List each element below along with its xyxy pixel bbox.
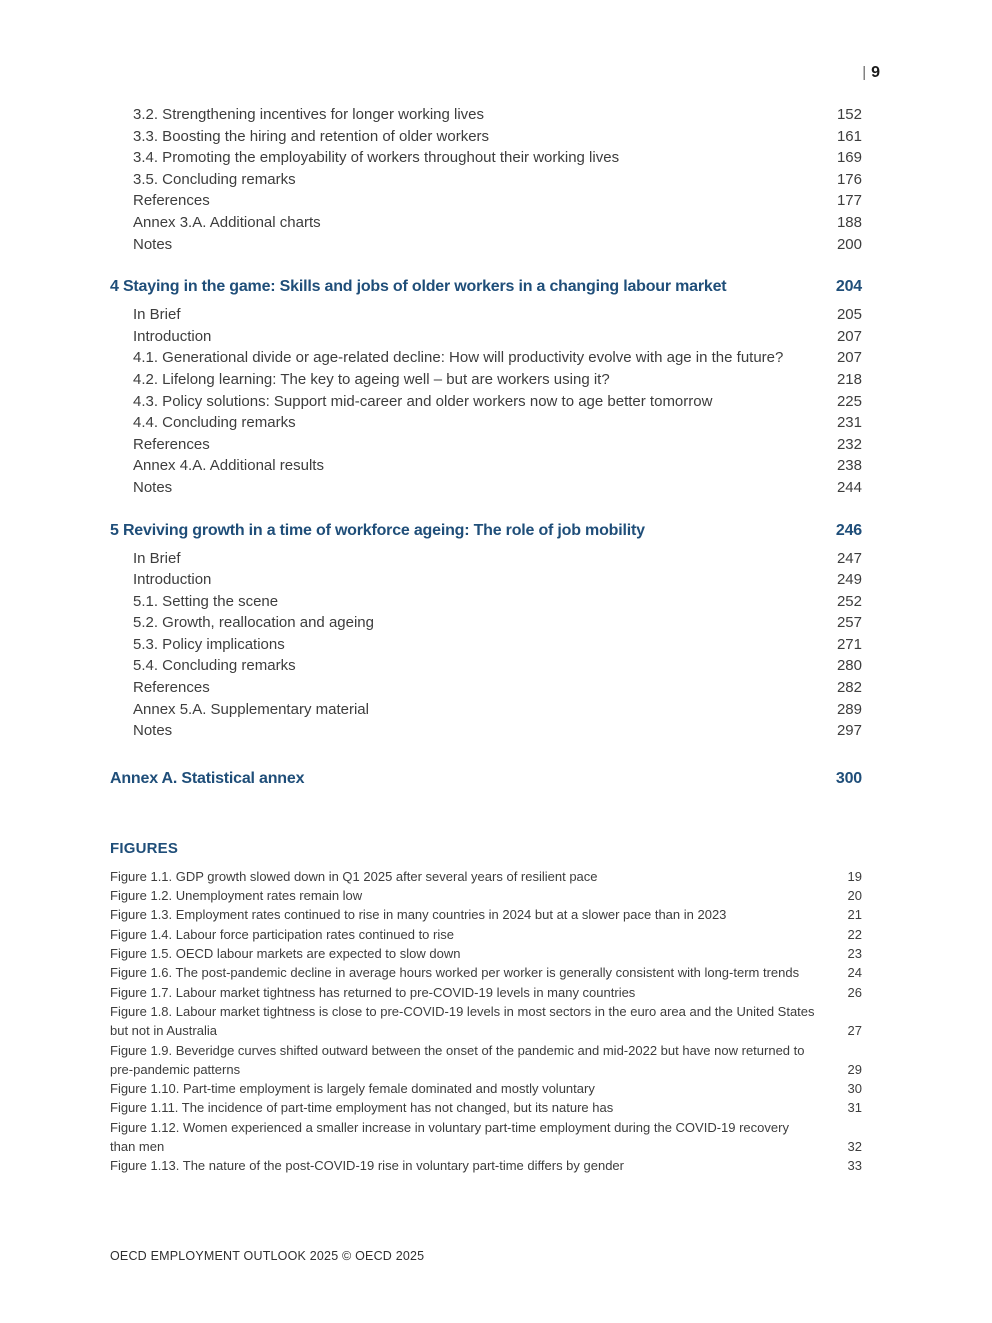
table-of-contents [110,104,862,742]
toc-entry[interactable] [110,434,862,456]
toc-entry-page-number: 152 [836,106,862,123]
toc-entry[interactable] [110,591,862,613]
page-number-separator: | [862,64,867,81]
toc-entry-page-number: 188 [836,213,862,231]
toc-entry[interactable] [110,304,862,326]
toc-entry-page-number: 271 [836,635,862,653]
figure-entry-page-number: 22 [847,926,862,942]
figure-entry-label: Figure 1.10. Part-time employment is largely female dominated and mostly voluntary [110,1081,595,1097]
toc-entry[interactable] [110,391,862,413]
toc-entry-page-number: 247 [836,549,862,567]
figure-entry-page-number: 31 [847,1100,862,1116]
toc-entry-label: 5.4. Concluding remarks [133,657,296,675]
figure-entry-label: Figure 1.6. The post-pandemic decline in average hours worked per worker is generally consistent with long-term trends [110,965,800,981]
figure-entry-page-number: 27 [847,1023,862,1039]
toc-entry-label: 5.1. Setting the scene [133,592,279,610]
toc-entry-label: 3.5. Concluding remarks [133,170,296,188]
toc-entry[interactable] [110,720,862,742]
toc-entry[interactable] [110,455,862,477]
figure-entry-page-number: 21 [847,907,862,923]
figure-entry-page-number: 23 [847,946,862,962]
figure-entry[interactable] [110,867,862,886]
figure-entry[interactable] [110,886,862,905]
figure-entry[interactable] [110,1156,862,1175]
toc-entry-page-number: 289 [836,700,862,718]
figure-entry-label: Figure 1.1. GDP growth slowed down in Q1 2025 after several years of resilient pace [110,868,598,884]
figure-entry-page-number: 33 [847,1158,862,1174]
toc-entry-page-number: 249 [836,571,862,589]
toc-entry-label: Notes [133,478,173,496]
toc-entry[interactable] [110,347,862,369]
toc-entry-page-number: 232 [836,435,862,453]
toc-entry-page-number: 231 [836,414,862,432]
toc-entry[interactable] [110,548,862,570]
figure-entry-page-number: 32 [847,1139,862,1154]
toc-entry-page-number: 161 [836,127,862,145]
toc-entry-label: Introduction [133,327,212,345]
toc-entry-label: 3.3. Boosting the hiring and retention of older workers [133,127,490,145]
toc-entry-page-number: 176 [836,170,862,188]
toc-entry[interactable] [110,169,862,191]
toc-entry-label: Notes [133,722,173,740]
figure-entry-page-number: 20 [847,888,862,904]
figure-entry-page-number: 26 [847,984,862,1000]
figure-entry[interactable] [110,1079,862,1098]
toc-entry-label: 4.1. Generational divide or age-related decline: How will productivity evolve with age in the future? [133,349,784,367]
toc-entry-page-number: 218 [836,370,862,388]
figure-entry-label: Figure 1.7. Labour market tightness has returned to pre-COVID-19 levels in many countries [110,984,636,1000]
figure-entry[interactable] [110,963,862,982]
toc-entry-page-number: 177 [836,192,862,210]
toc-entry-label: 5.3. Policy implications [133,635,285,653]
toc-entry[interactable] [110,326,862,348]
toc-entry-page-number: 280 [836,657,862,675]
toc-entry[interactable] [110,677,862,699]
figure-entry-label: Figure 1.9. Beveridge curves shifted outward between the onset of the pandemic and mid-2022 but have now returned to pre-pandemic patterns [110,1042,805,1077]
annex-heading[interactable] [110,768,862,790]
toc-entry-label: Notes [133,235,173,253]
annex-heading-page-number: 300 [835,769,862,787]
chapter-heading-label: 5 Reviving growth in a time of workforce ageing: The role of job mobility [110,521,645,539]
toc-entry[interactable] [110,104,862,126]
toc-entry-page-number: 252 [836,592,862,610]
toc-entry[interactable] [110,212,862,234]
toc-entry-page-number: 169 [836,149,862,167]
chapter-heading-page-number: 246 [835,521,862,539]
toc-entry-label: Annex 3.A. Additional charts [133,213,321,231]
toc-entry[interactable] [110,699,862,721]
toc-entry[interactable] [110,655,862,677]
toc-entry-label: Annex 4.A. Additional results [133,457,324,475]
figure-entry[interactable] [110,983,862,1002]
figure-entry[interactable] [110,944,862,963]
toc-entry-label: References [133,435,210,453]
figure-entry[interactable] [110,1002,862,1041]
page-header [862,64,880,82]
figure-entry-label: Figure 1.8. Labour market tightness is close to pre-COVID-19 levels in most sectors in the euro area and the United States but not in Australia [110,1003,815,1039]
toc-entry[interactable] [110,126,862,148]
toc-entry[interactable] [110,634,862,656]
figure-entry-label: Figure 1.13. The nature of the post-COVID-19 rise in voluntary part-time differs by gender [110,1158,624,1174]
toc-entry-label: References [133,679,210,697]
page-number: 9 [871,64,880,81]
figure-entry-page-number: 29 [847,1061,862,1077]
toc-entry-label: In Brief [133,549,181,567]
figure-entry[interactable] [110,1041,862,1080]
toc-entry-label: 3.2. Strengthening incentives for longer working lives [133,106,485,123]
toc-entry[interactable] [110,369,862,391]
toc-entry-page-number: 207 [836,349,862,367]
chapter-heading[interactable] [110,276,862,298]
figure-entry-label: Figure 1.11. The incidence of part-time employment has not changed, but its nature has [110,1100,614,1116]
figure-entry-label: Figure 1.4. Labour force participation rates continued to rise [110,926,454,942]
figure-entry-page-number: 24 [847,965,862,981]
toc-entry[interactable] [110,612,862,634]
toc-entry-page-number: 225 [836,392,862,410]
figure-entry-label: Figure 1.12. Women experienced a smaller increase in voluntary part-time employment during the COVID-19 recovery than men [110,1119,789,1154]
toc-entry-label: Introduction [133,571,212,589]
toc-entry-label: 5.2. Growth, reallocation and ageing [133,614,374,632]
figure-entry[interactable] [110,925,862,944]
figure-entry[interactable] [110,1118,862,1157]
figure-entry-label: Figure 1.3. Employment rates continued to rise in many countries in 2024 but at a slower pace than in 2023 [110,907,727,923]
figures-list [110,867,862,1176]
toc-entry-page-number: 297 [836,722,862,740]
toc-entry-label: 4.2. Lifelong learning: The key to ageing well – but are workers using it? [133,370,610,388]
toc-entry[interactable] [110,190,862,212]
figure-entry[interactable] [110,905,862,924]
toc-entry-label: 4.4. Concluding remarks [133,414,296,432]
toc-entry-label: References [133,192,210,210]
annex-heading-label: Annex A. Statistical annex [110,769,305,787]
toc-entry-page-number: 200 [836,235,862,253]
toc-entry-page-number: 257 [836,614,862,632]
chapter-heading[interactable] [110,520,862,542]
toc-entry-page-number: 282 [836,679,862,697]
toc-entry[interactable] [110,569,862,591]
figure-entry-label: Figure 1.2. Unemployment rates remain low [110,888,363,904]
toc-entry-page-number: 207 [836,327,862,345]
toc-entry-label: In Brief [133,306,181,324]
toc-entry[interactable] [110,147,862,169]
toc-entry-label: Annex 5.A. Supplementary material [133,700,369,718]
toc-entry-label: 4.3. Policy solutions: Support mid-career and older workers now to age better tomorrow [133,392,713,410]
toc-entry-label: 3.4. Promoting the employability of workers throughout their working lives [133,149,620,167]
toc-entry-page-number: 244 [836,478,862,496]
page-footer: OECD EMPLOYMENT OUTLOOK 2025 © OECD 2025 [110,1249,425,1263]
toc-entry-page-number: 238 [836,457,862,475]
figure-entry-page-number: 19 [847,868,862,884]
chapter-heading-page-number: 204 [835,278,862,296]
toc-entry[interactable] [110,234,862,256]
toc-entry-page-number: 205 [836,306,862,324]
figure-entry-label: Figure 1.5. OECD labour markets are expected to slow down [110,946,461,962]
toc-entry[interactable] [110,477,862,499]
chapter-heading-label: 4 Staying in the game: Skills and jobs of older workers in a changing labour market [110,278,727,296]
figure-entry[interactable] [110,1098,862,1117]
figure-entry-page-number: 30 [847,1081,862,1097]
figures-heading: FIGURES [110,839,179,857]
toc-entry[interactable] [110,412,862,434]
